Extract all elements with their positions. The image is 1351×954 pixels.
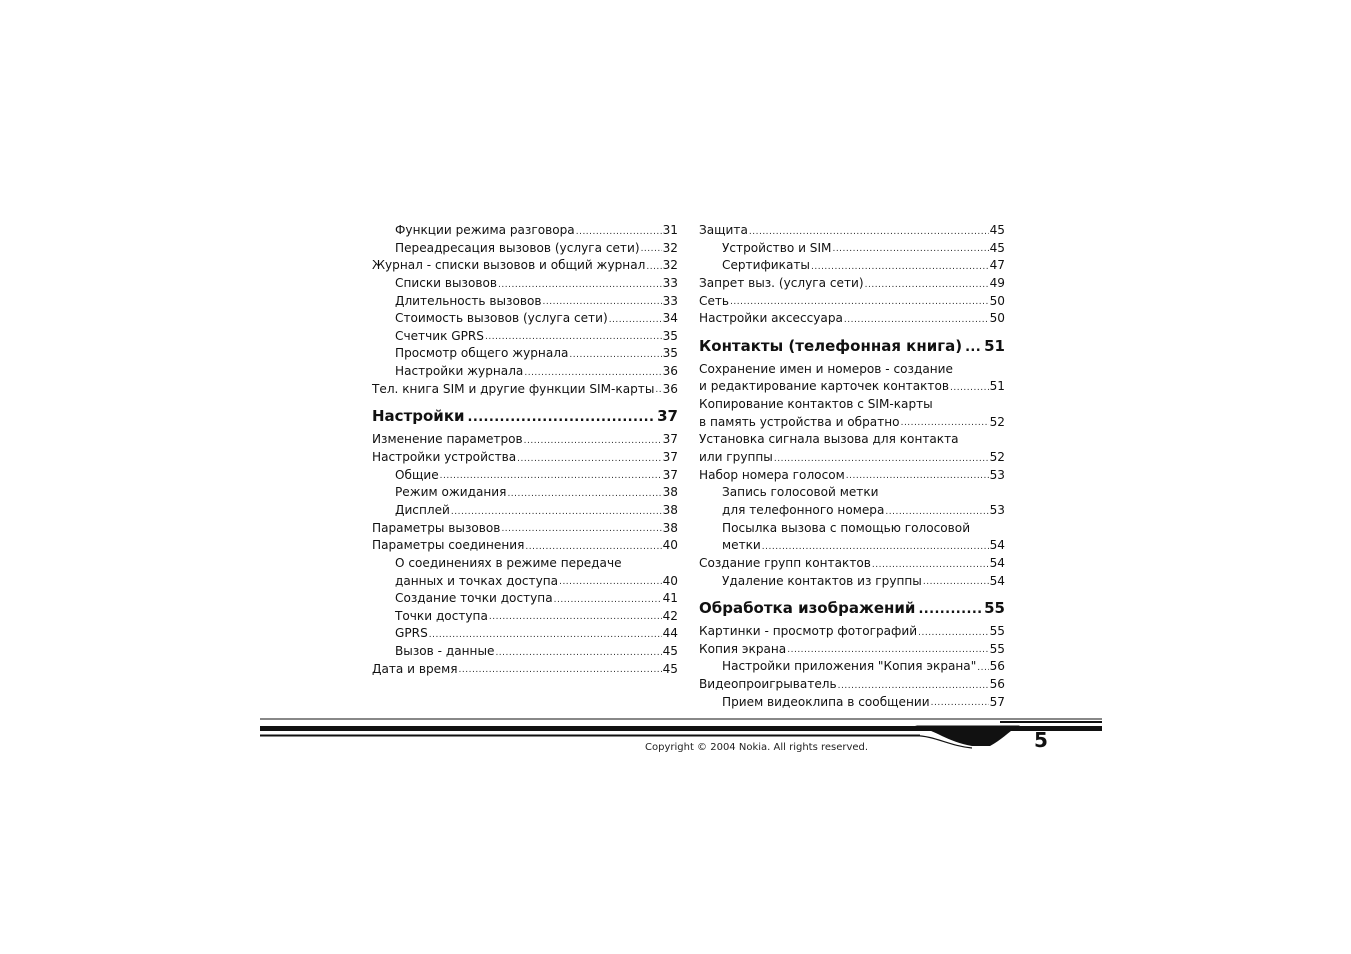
toc-entry[interactable] — [699, 676, 1005, 694]
toc-entry[interactable] — [699, 310, 1005, 328]
toc-entry[interactable] — [699, 467, 1005, 485]
dot-leader — [730, 297, 989, 307]
toc-entry[interactable] — [699, 502, 1005, 520]
entry-title: Просмотр общего журнала — [395, 346, 569, 361]
dot-leader — [872, 560, 989, 570]
toc-entry[interactable] — [699, 537, 1005, 555]
dot-leader — [498, 280, 662, 290]
entry-page: 53 — [989, 467, 1005, 482]
toc-entry[interactable] — [372, 449, 678, 467]
heading-title: Обработка изображений — [699, 599, 916, 618]
toc-entry[interactable] — [699, 658, 1005, 676]
entry-page: 35 — [662, 346, 678, 361]
toc-entry[interactable] — [372, 431, 678, 449]
toc-entry[interactable] — [372, 345, 678, 363]
toc-entry[interactable] — [372, 661, 678, 679]
toc-entry[interactable] — [699, 222, 1005, 240]
entry-title: Запрет выз. (услуга сети) — [699, 275, 864, 290]
toc-entry-line[interactable]: Посылка вызова с помощью голосовой — [722, 520, 971, 535]
dot-leader — [489, 612, 662, 622]
entry-title: Длительность вызовов — [395, 293, 542, 308]
entry-title: Дата и время — [372, 661, 458, 676]
entry-title: Картинки - просмотр фотографий — [699, 624, 918, 639]
entry-page: 31 — [662, 222, 678, 237]
dot-leader — [501, 524, 661, 534]
toc-entry[interactable] — [372, 502, 678, 520]
dot-leader — [524, 436, 662, 446]
dot-leader — [931, 698, 989, 708]
toc-entry[interactable] — [372, 573, 678, 591]
dot-leader — [641, 244, 662, 254]
toc-entry[interactable] — [372, 590, 678, 608]
entry-title: Журнал - списки вызовов и общий журнал — [372, 258, 646, 273]
toc-entry[interactable] — [699, 641, 1005, 659]
entry-title: Настройки аксессуара — [699, 311, 843, 326]
entry-title: Удаление контактов из группы — [722, 573, 922, 588]
entry-title: Устройство и SIM — [722, 240, 832, 255]
entry-title: Общие — [395, 467, 439, 482]
dot-leader — [646, 262, 661, 272]
entry-page: 34 — [662, 311, 678, 326]
entry-page: 56 — [989, 659, 1005, 674]
dot-leader — [844, 315, 989, 325]
toc-entry[interactable] — [699, 240, 1005, 258]
heading-page: 37 — [657, 407, 678, 426]
toc-entry[interactable] — [372, 537, 678, 555]
dot-leader — [787, 645, 988, 655]
entry-title: метки — [722, 538, 761, 553]
dot-leader — [525, 542, 661, 552]
dot-leader — [459, 665, 662, 675]
toc-entry[interactable] — [372, 310, 678, 328]
entry-title: GPRS — [395, 626, 428, 641]
dot-leader — [918, 604, 981, 616]
entry-page: 50 — [989, 311, 1005, 326]
dot-leader — [838, 681, 989, 691]
dot-leader — [440, 471, 662, 481]
dot-leader — [749, 227, 989, 237]
entry-title: Прием видеоклипа в сообщении — [722, 694, 930, 709]
entry-title: Создание групп контактов — [699, 555, 871, 570]
entry-page: 36 — [662, 381, 678, 396]
entry-title: Точки доступа — [395, 608, 488, 623]
entry-page: 33 — [662, 293, 678, 308]
entry-title: Параметры вызовов — [372, 520, 501, 535]
dot-leader — [865, 280, 989, 290]
entry-page: 38 — [662, 485, 678, 500]
dot-leader — [965, 342, 981, 354]
dot-leader — [885, 507, 988, 517]
toc-right-column — [699, 222, 1005, 711]
toc-section-heading[interactable] — [699, 598, 1005, 618]
entry-page: 40 — [662, 538, 678, 553]
dot-leader — [832, 244, 988, 254]
toc-entry-line[interactable]: Установка сигнала вызова для контакта — [699, 432, 959, 447]
toc-entry[interactable] — [372, 520, 678, 538]
dot-leader — [977, 663, 988, 673]
dot-leader — [569, 350, 661, 360]
entry-title: Режим ожидания — [395, 485, 507, 500]
entry-page: 45 — [989, 240, 1005, 255]
entry-title: Настройки журнала — [395, 364, 524, 379]
dot-leader — [543, 297, 662, 307]
toc-section-heading[interactable] — [699, 336, 1005, 356]
dot-leader — [507, 489, 661, 499]
entry-title: Создание точки доступа — [395, 591, 553, 606]
entry-page: 54 — [989, 538, 1005, 553]
dot-leader — [950, 383, 989, 393]
entry-page: 45 — [989, 222, 1005, 237]
entry-page: 37 — [662, 450, 678, 465]
entry-title: Защита — [699, 222, 748, 237]
entry-title: данных и точках доступа — [395, 573, 559, 588]
toc-entry[interactable] — [372, 484, 678, 502]
dot-leader — [451, 507, 662, 517]
entry-page: 51 — [989, 379, 1005, 394]
entry-page: 55 — [989, 624, 1005, 639]
dot-leader — [559, 577, 662, 587]
dot-leader — [846, 471, 989, 481]
entry-title: Тел. книга SIM и другие функции SIM-карты — [372, 381, 655, 396]
entry-page: 38 — [662, 502, 678, 517]
entry-page: 41 — [662, 591, 678, 606]
entry-title: Списки вызовов — [395, 275, 498, 290]
toc-entry[interactable] — [372, 467, 678, 485]
toc-entry[interactable] — [699, 293, 1005, 311]
toc-entry[interactable] — [699, 694, 1005, 712]
dot-leader — [524, 368, 661, 378]
entry-title: Стоимость вызовов (услуга сети) — [395, 311, 608, 326]
entry-page: 32 — [662, 240, 678, 255]
dot-leader — [762, 542, 989, 552]
toc-entry[interactable] — [372, 257, 678, 275]
entry-title: Сеть — [699, 293, 730, 308]
toc-entry[interactable] — [372, 222, 678, 240]
toc-entry[interactable] — [699, 257, 1005, 275]
entry-page: 37 — [662, 432, 678, 447]
entry-title: Параметры соединения — [372, 538, 525, 553]
entry-page: 56 — [989, 677, 1005, 692]
entry-title: Копия экрана — [699, 641, 787, 656]
entry-title: или группы — [699, 450, 773, 465]
toc-entry[interactable] — [372, 381, 678, 399]
toc-entry[interactable] — [699, 449, 1005, 467]
entry-page: 57 — [989, 694, 1005, 709]
entry-page: 37 — [662, 467, 678, 482]
entry-page: 33 — [662, 275, 678, 290]
entry-page: 45 — [662, 661, 678, 676]
entry-page: 38 — [662, 520, 678, 535]
entry-page: 53 — [989, 502, 1005, 517]
entry-page: 54 — [989, 573, 1005, 588]
heading-title: Настройки — [372, 407, 465, 426]
dot-leader — [923, 577, 989, 587]
dot-leader — [811, 262, 989, 272]
entry-title: в память устройства и обратно — [699, 414, 900, 429]
dot-leader — [609, 315, 662, 325]
dot-leader — [576, 227, 662, 237]
toc-entry[interactable] — [372, 293, 678, 311]
entry-title: Функции режима разговора — [395, 222, 575, 237]
entry-title: Переадресация вызовов (услуга сети) — [395, 240, 640, 255]
dot-leader — [429, 630, 662, 640]
entry-title: Дисплей — [395, 502, 450, 517]
toc-section-heading[interactable] — [372, 406, 678, 426]
toc-entry[interactable] — [699, 414, 1005, 432]
dot-leader — [468, 412, 655, 424]
entry-title: Видеопроигрыватель — [699, 677, 837, 692]
entry-page: 52 — [989, 450, 1005, 465]
dot-leader — [485, 332, 662, 342]
toc-entry[interactable] — [699, 623, 1005, 641]
toc-entry[interactable] — [699, 378, 1005, 396]
entry-page: 32 — [662, 258, 678, 273]
entry-title: Счетчик GPRS — [395, 328, 484, 343]
toc-entry[interactable] — [372, 608, 678, 626]
entry-page: 50 — [989, 293, 1005, 308]
copyright-notice: Copyright © 2004 Nokia. All rights reserved. — [645, 742, 869, 753]
toc-entry-line[interactable]: Запись голосовой метки — [722, 485, 879, 500]
dot-leader — [901, 418, 989, 428]
entry-page: 44 — [662, 626, 678, 641]
toc-entry-line[interactable]: О соединениях в режиме передаче — [395, 555, 622, 570]
dot-leader — [554, 595, 662, 605]
heading-page: 51 — [984, 336, 1005, 355]
toc-entry[interactable] — [699, 275, 1005, 293]
entry-page: 54 — [989, 555, 1005, 570]
entry-page: 35 — [662, 328, 678, 343]
toc-entry[interactable] — [699, 555, 1005, 573]
entry-title: для телефонного номера — [722, 502, 885, 517]
entry-title: Изменение параметров — [372, 432, 523, 447]
toc-entry-line[interactable]: Сохранение имен и номеров - создание — [699, 361, 953, 376]
toc-entry[interactable] — [372, 363, 678, 381]
entry-page: 45 — [662, 644, 678, 659]
entry-title: и редактирование карточек контактов — [699, 379, 949, 394]
dot-leader — [517, 454, 661, 464]
entry-page: 40 — [662, 573, 678, 588]
toc-entry[interactable] — [372, 240, 678, 258]
page-number: 5 — [1034, 728, 1048, 752]
entry-title: Вызов - данные — [395, 644, 495, 659]
heading-page: 55 — [984, 599, 1005, 618]
heading-title: Контакты (телефонная книга) — [699, 336, 963, 355]
toc-left-column — [372, 222, 678, 678]
toc-entry[interactable] — [372, 328, 678, 346]
dot-leader — [495, 648, 661, 658]
dot-leader — [918, 628, 989, 638]
dot-leader — [774, 454, 989, 464]
dot-leader — [655, 385, 661, 395]
entry-page: 42 — [662, 608, 678, 623]
entry-title: Настройки приложения "Копия экрана" — [722, 659, 977, 674]
toc-entry-line[interactable]: Копирование контактов с SIM-карты — [699, 397, 933, 412]
toc-entry[interactable] — [372, 625, 678, 643]
entry-page: 52 — [989, 414, 1005, 429]
toc-entry[interactable] — [372, 643, 678, 661]
entry-title: Сертификаты — [722, 258, 810, 273]
entry-page: 47 — [989, 258, 1005, 273]
entry-page: 36 — [662, 364, 678, 379]
entry-page: 55 — [989, 641, 1005, 656]
entry-title: Набор номера голосом — [699, 467, 845, 482]
entry-title: Настройки устройства — [372, 450, 517, 465]
toc-entry[interactable] — [372, 275, 678, 293]
toc-entry[interactable] — [699, 573, 1005, 591]
entry-page: 49 — [989, 275, 1005, 290]
